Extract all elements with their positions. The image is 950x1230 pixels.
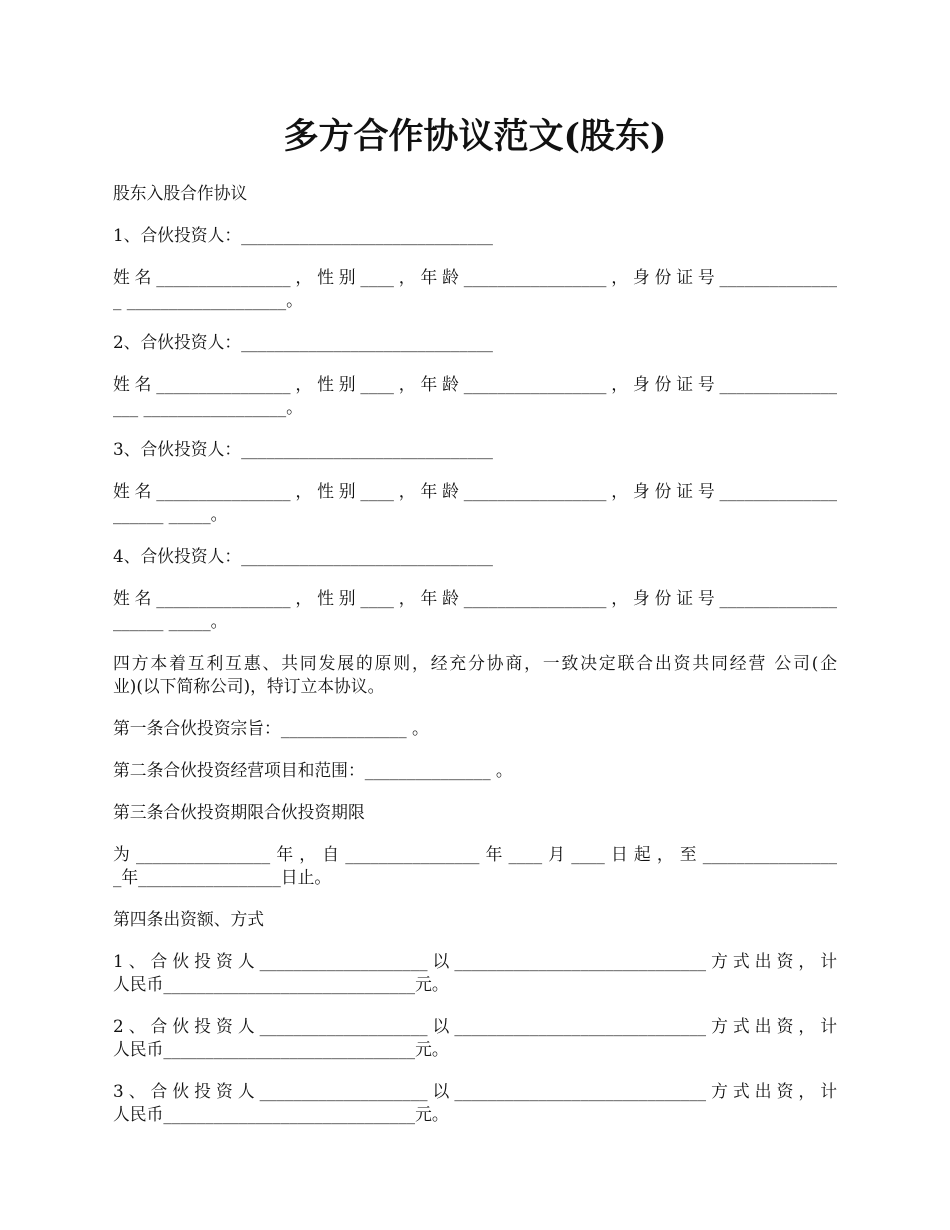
text-line: 第四条出资额、方式 (113, 909, 265, 929)
text-line: 1、合伙投资人____________________以______________________________方式出资，计 (113, 951, 837, 971)
text-line: 姓名________________，性别____，年龄_________________，身份证号______________ (113, 267, 837, 287)
paragraph (113, 182, 837, 205)
document-title: 多方合作协议范文(股东) (283, 116, 667, 157)
paragraph (113, 266, 837, 312)
text-line: 人民币______________________________元。 (113, 1039, 449, 1059)
paragraph (113, 843, 837, 889)
paragraph (113, 801, 837, 824)
text-line: _年_________________日止。 (113, 867, 332, 887)
text-line: ______ _____。 (113, 611, 228, 631)
paragraph (113, 480, 837, 526)
text-line: 3、合伙投资人：______________________________ (113, 439, 493, 459)
paragraph (113, 950, 837, 996)
paragraph (113, 438, 837, 461)
text-line: 人民币______________________________元。 (113, 974, 449, 994)
paragraph (113, 652, 837, 698)
text-line: 姓名________________，性别____，年龄_________________，身份证号______________ (113, 374, 837, 394)
text-line: 第二条合伙投资经营项目和范围：_______________ 。 (113, 760, 513, 780)
text-line: 3、合伙投资人____________________以______________________________方式出资，计 (113, 1081, 837, 1101)
paragraph (113, 908, 837, 931)
text-line: 股东入股合作协议 (113, 183, 248, 203)
text-line: 2、合伙投资人____________________以______________________________方式出资，计 (113, 1016, 837, 1036)
text-line: 第三条合伙投资期限合伙投资期限 (113, 802, 365, 822)
paragraph (113, 224, 837, 247)
text-line: 姓名________________，性别____，年龄_________________，身份证号______________ (113, 588, 837, 608)
text-line: 4、合伙投资人：______________________________ (113, 546, 493, 566)
text-line: 四方本着互利互惠、共同发展的原则，经充分协商，一致决定联合出资共同经营 公司(企 (113, 653, 837, 673)
text-line: 业)(以下简称公司)，特订立本协议。 (113, 676, 385, 696)
text-line: 人民币______________________________元。 (113, 1104, 449, 1124)
paragraph (113, 587, 837, 633)
paragraph (113, 717, 837, 740)
paragraph (113, 1080, 837, 1126)
text-line: 姓名________________，性别____，年龄_________________，身份证号______________ (113, 481, 837, 501)
text-line: ______ _____。 (113, 504, 228, 524)
paragraph (113, 373, 837, 419)
paragraph (113, 1015, 837, 1061)
text-line: 1、合伙投资人：______________________________ (113, 225, 493, 245)
text-line: 第一条合伙投资宗旨：_______________ 。 (113, 718, 429, 738)
text-line: ___ _________________。 (113, 397, 303, 417)
text-line: _ ___________________。 (113, 290, 303, 310)
text-line: 2、合伙投资人：______________________________ (113, 332, 493, 352)
paragraph (113, 545, 837, 568)
document-body (113, 182, 837, 1145)
text-line: 为________________年，自________________年____月____日起，至________________ (113, 844, 837, 864)
paragraph (113, 759, 837, 782)
paragraph (113, 331, 837, 354)
